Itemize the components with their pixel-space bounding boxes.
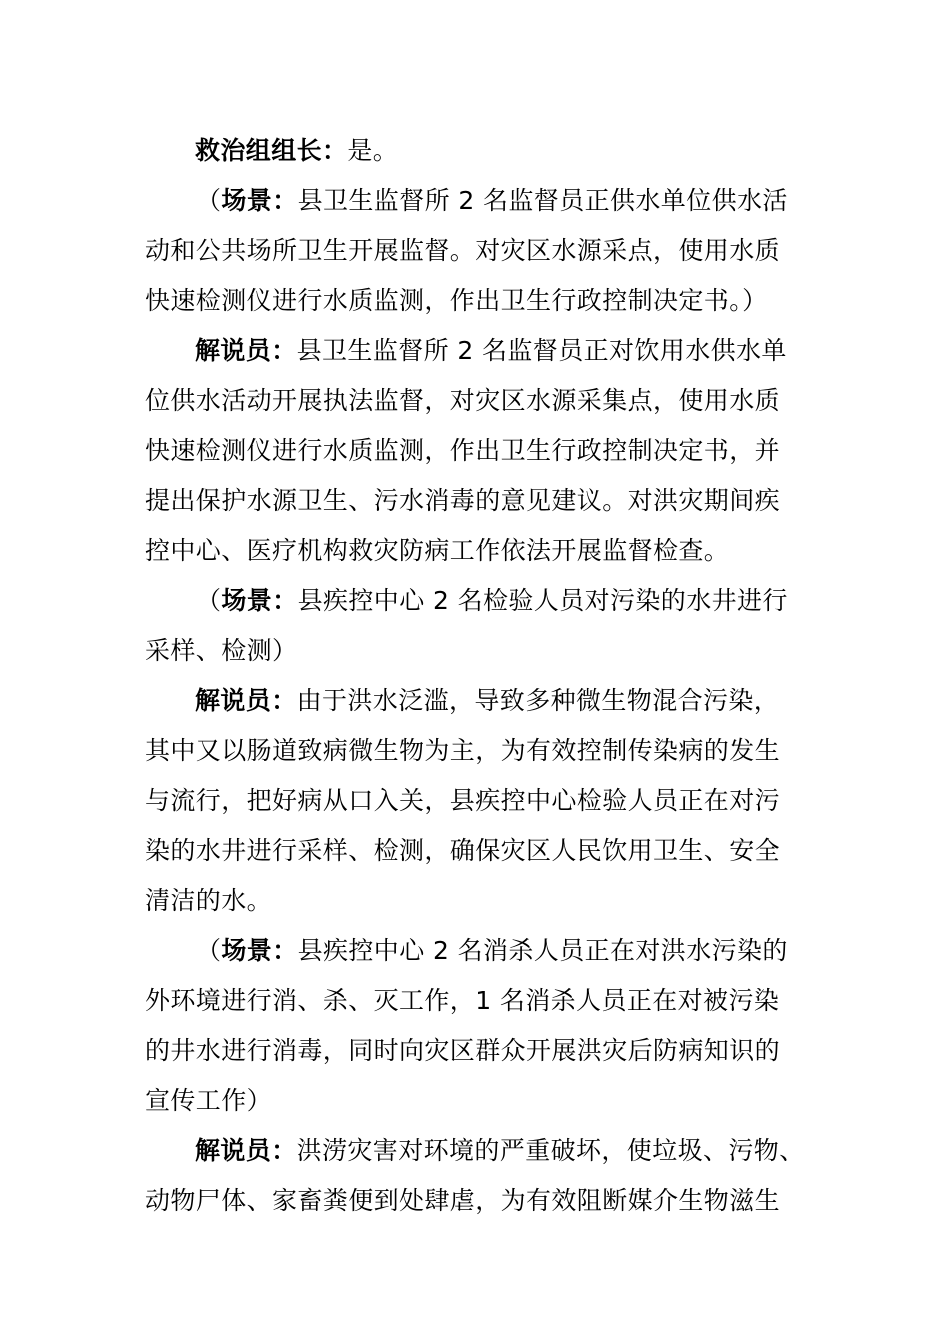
speaker-label: 场景： (221, 586, 298, 615)
open-paren: （ (196, 936, 222, 965)
paragraph-1-line-1 (195, 126, 398, 176)
paragraph-6-line-4: 宣传工作） (145, 1086, 273, 1115)
paragraph-4-line-2: 采样、检测） (145, 636, 298, 665)
dialogue-text: 县疾控中心 2 名消杀人员正在对洪水污染的 (297, 936, 788, 965)
paragraph-5-line-4: 染的水井进行采样、检测，确保灾区人民饮用卫生、安全 (145, 836, 781, 865)
speaker-label: 解说员： (195, 336, 297, 365)
paragraph-3-line-2: 位供水活动开展执法监督，对灾区水源采集点，使用水质 (145, 386, 781, 415)
speaker-label: 解说员： (195, 1136, 297, 1165)
paragraph-3-line-5: 控中心、医疗机构救灾防病工作依法开展监督检查。 (145, 536, 730, 565)
paragraph-5-line-1 (195, 676, 779, 726)
paragraph-5-line-3: 与流行，把好病从口入关，县疾控中心检验人员正在对污 (145, 786, 781, 815)
speaker-label: 救治组组长： (195, 136, 348, 165)
paragraph-5-line-5: 清洁的水。 (145, 886, 273, 915)
paragraph-7-line-2: 动物尸体、家畜粪便到处肆虐，为有效阻断媒介生物滋生 (145, 1186, 781, 1215)
paragraph-6-line-1 (196, 926, 788, 976)
speaker-label: 解说员： (195, 686, 297, 715)
paragraph-2-line-1 (196, 176, 788, 226)
open-paren: （ (196, 186, 222, 215)
paragraph-3-line-3: 快速检测仪进行水质监测，作出卫生行政控制决定书，并 (145, 436, 781, 465)
paragraph-7-line-1 (195, 1126, 805, 1176)
paragraph-4-line-1 (196, 576, 788, 626)
dialogue-text: 县卫生监督所 2 名监督员正供水单位供水活 (297, 186, 788, 215)
open-paren: （ (196, 586, 222, 615)
speaker-label: 场景： (221, 936, 298, 965)
paragraph-2-line-2: 动和公共场所卫生开展监督。对灾区水源采点，使用水质 (145, 236, 781, 265)
paragraph-6-line-2: 外环境进行消、杀、灭工作，1 名消杀人员正在对被污染 (145, 986, 780, 1015)
paragraph-3-line-1 (195, 326, 787, 376)
paragraph-2-line-3: 快速检测仪进行水质监测，作出卫生行政控制决定书。） (145, 286, 768, 315)
dialogue-text: 洪涝灾害对环境的严重破坏，使垃圾、污物、 (296, 1136, 805, 1165)
paragraph-6-line-3: 的井水进行消毒，同时向灾区群众开展洪灾后防病知识的 (145, 1036, 781, 1065)
dialogue-text: 县卫生监督所 2 名监督员正对饮用水供水单 (296, 336, 787, 365)
speaker-label: 场景： (221, 186, 298, 215)
paragraph-5-line-2: 其中又以肠道致病微生物为主，为有效控制传染病的发生 (145, 736, 781, 765)
dialogue-text: 是。 (347, 136, 399, 165)
dialogue-text: 由于洪水泛滥，导致多种微生物混合污染， (296, 686, 780, 715)
dialogue-text: 县疾控中心 2 名检验人员对污染的水井进行 (297, 586, 788, 615)
paragraph-3-line-4: 提出保护水源卫生、污水消毒的意见建议。对洪灾期间疾 (145, 486, 781, 515)
